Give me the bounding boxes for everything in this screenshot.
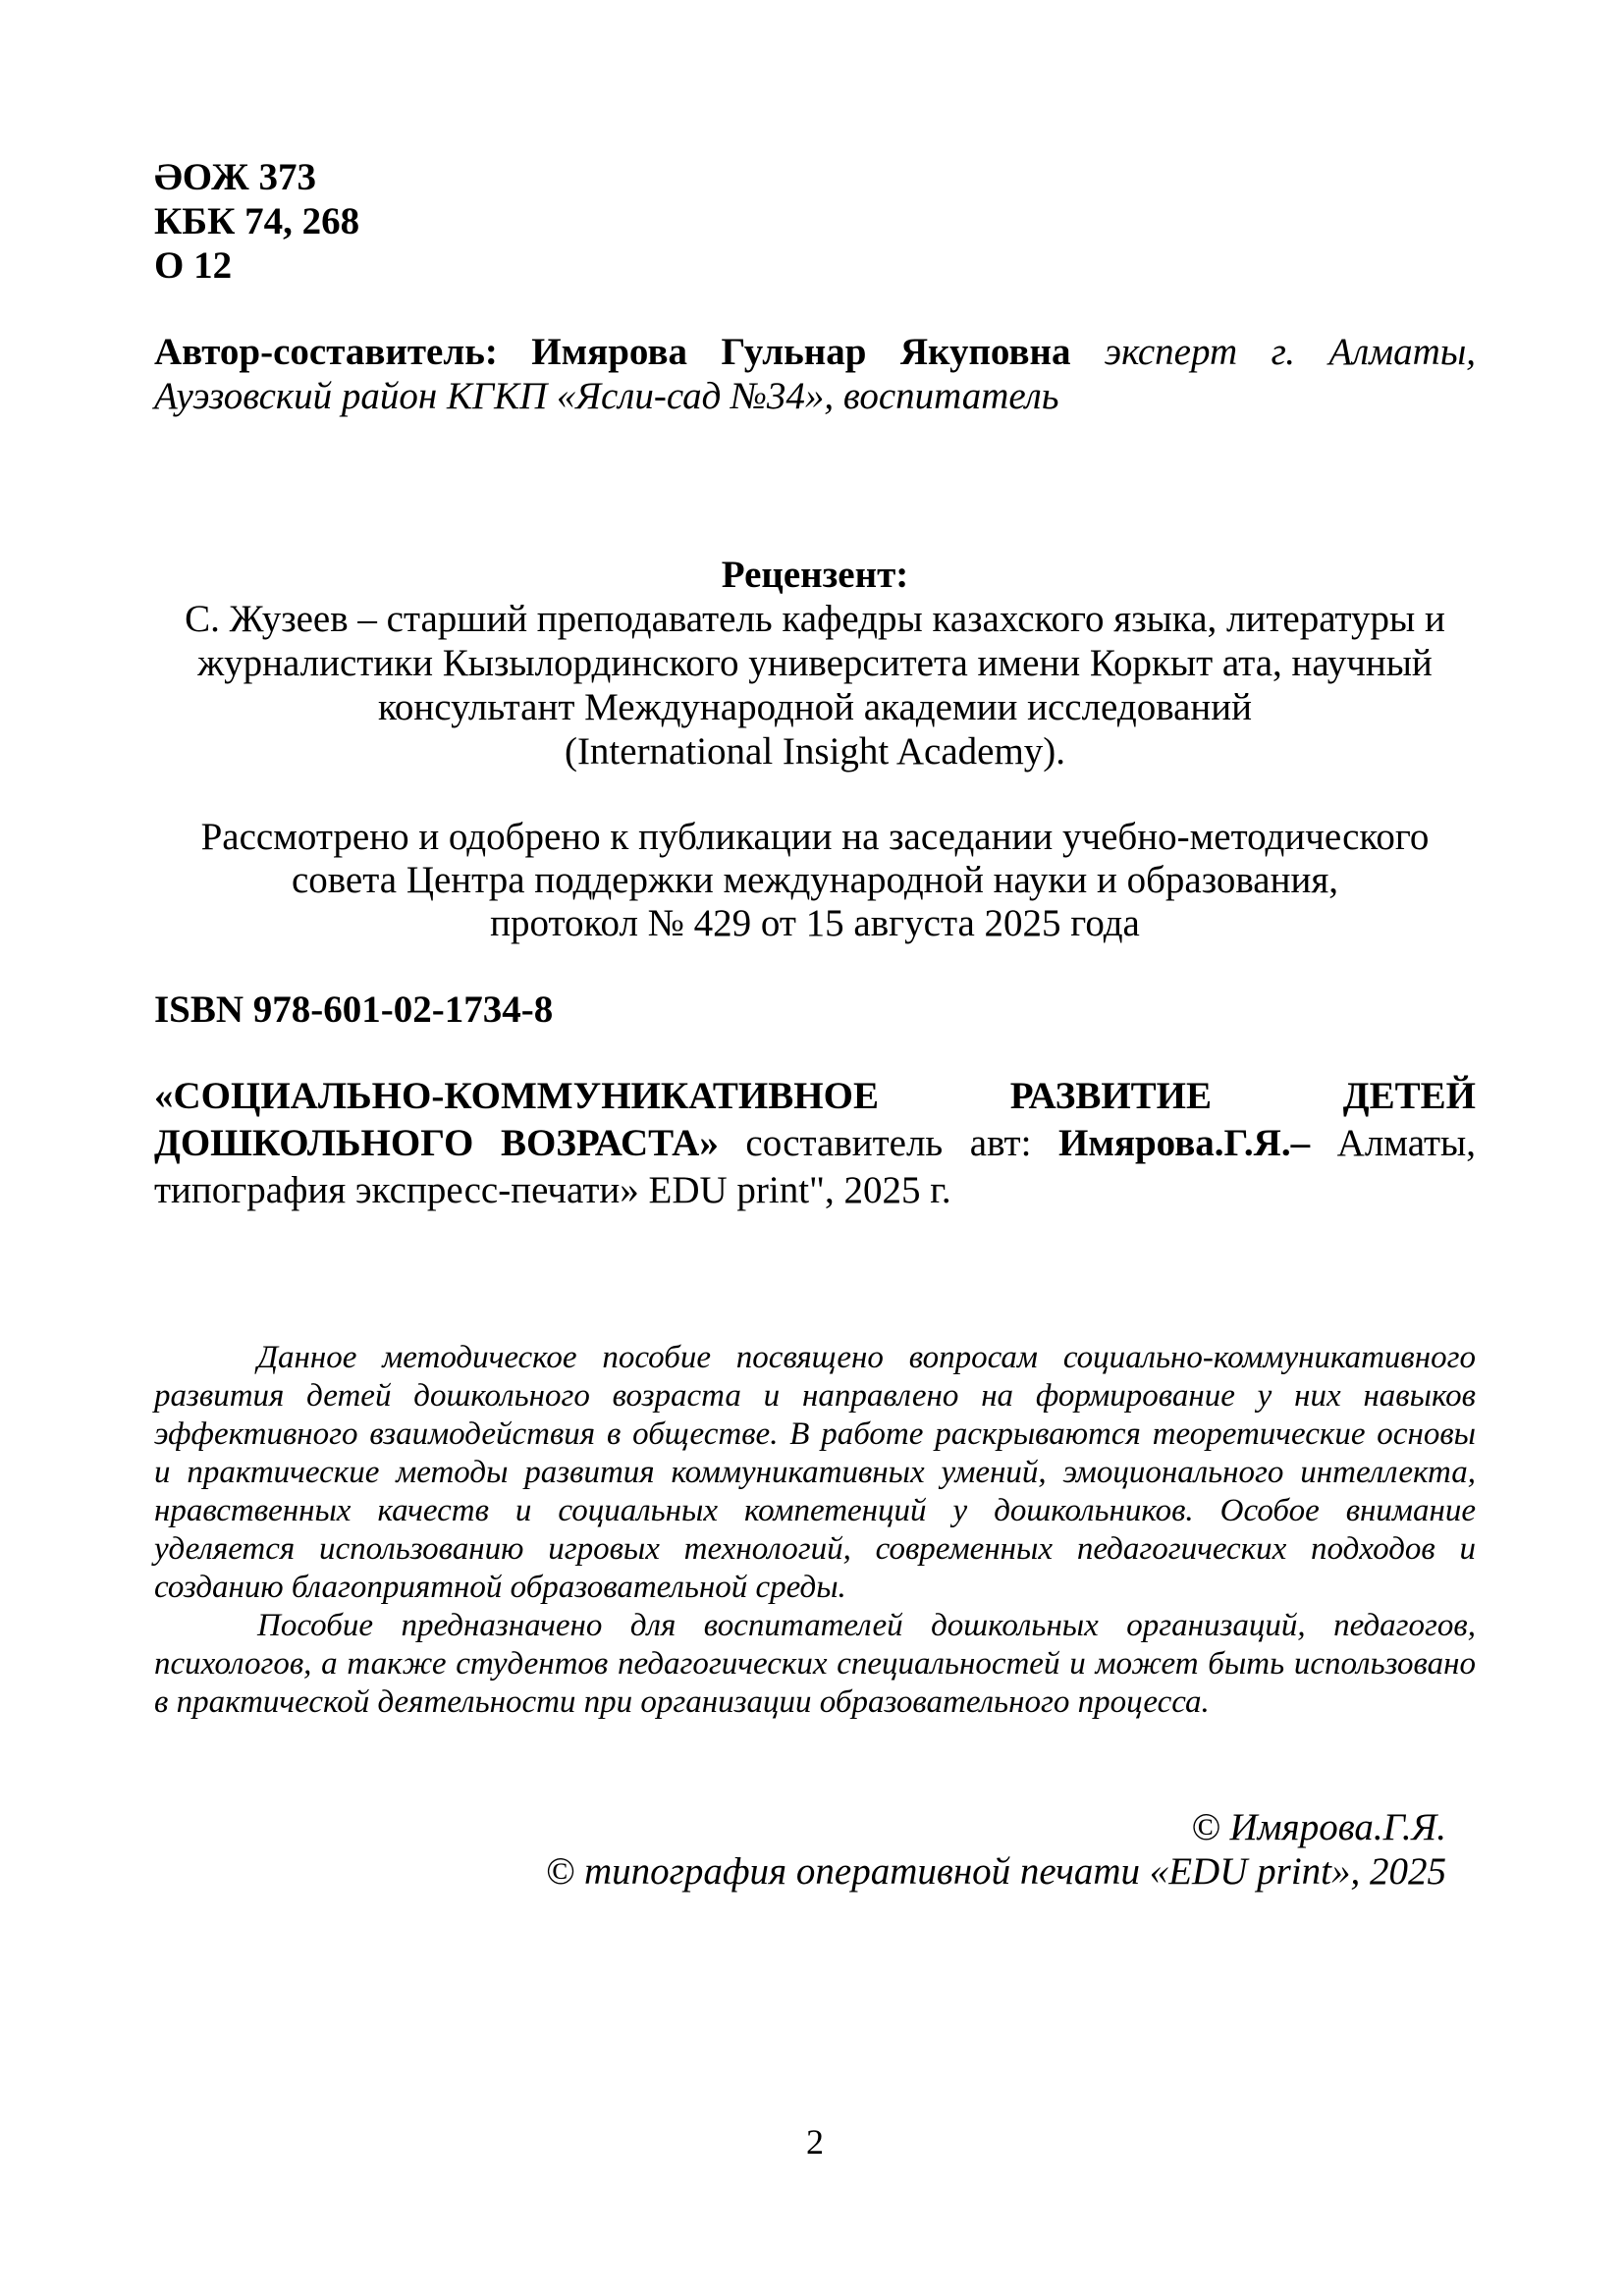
reviewer-line: С. Жузеев – старший преподаватель кафедры казахского языка, литературы и bbox=[185, 598, 1445, 640]
annotation-line: и практические методы развития коммуникативных умений, эмоционального интеллекта, bbox=[154, 1455, 1476, 1490]
classification-codes bbox=[154, 155, 1476, 288]
title-author-name: Имярова.Г.Я.– bbox=[1057, 1122, 1311, 1164]
author-sign-code: О 12 bbox=[154, 244, 233, 287]
annotation-line: созданию благоприятной образовательной среды. bbox=[154, 1570, 846, 1605]
print-house-line: типография экспресс-печати» EDU print", 2025 г. bbox=[154, 1169, 951, 1211]
book-title-line-1: «СОЦИАЛЬНО-КОММУНИКАТИВНОЕ РАЗВИТИЕ ДЕТЕЙ bbox=[154, 1075, 1476, 1117]
approval-line: протокол № 429 от 15 августа 2025 года bbox=[490, 902, 1140, 944]
page-number: 2 bbox=[806, 2122, 824, 2162]
author-line-1 bbox=[154, 330, 1476, 374]
annotation-line: развития детей дошкольного возраста и направлено на формирование у них навыков bbox=[154, 1378, 1476, 1414]
copyright-author: © Имярова.Г.Я. bbox=[1191, 1806, 1446, 1848]
annotation-line: Пособие предназначено для воспитателей дошкольных организаций, педагогов, bbox=[257, 1608, 1476, 1643]
bbk-code: КБК 74, 268 bbox=[154, 200, 360, 242]
isbn-text: ISBN 978-601-02-1734-8 bbox=[154, 988, 554, 1031]
annotation-line: нравственных качеств и социальных компетенций у дошкольников. Особое внимание bbox=[154, 1493, 1476, 1528]
annotation-block bbox=[154, 1339, 1476, 1722]
book-title-line-2 bbox=[154, 1120, 1476, 1167]
book-title-part: ДОШКОЛЬНОГО ВОЗРАСТА» bbox=[154, 1122, 719, 1164]
annotation-line: Данное методическое пособие посвящено вопросам социально-коммуникативного bbox=[257, 1340, 1476, 1375]
approval-line: совета Центра поддержки международной науки и образования, bbox=[291, 859, 1339, 901]
annotation-line: в практической деятельности при организации образовательного процесса. bbox=[154, 1684, 1210, 1720]
reviewer-line: журналистики Кызылординского университета имени Коркыт ата, научный bbox=[197, 642, 1433, 684]
copyright-printhouse: © типография оперативной печати «EDU print», 2025 bbox=[545, 1850, 1446, 1893]
annotation-line: психологов, а также студентов педагогических специальностей и может быть использовано bbox=[154, 1646, 1476, 1682]
reviewer-heading: Рецензент: bbox=[721, 554, 909, 596]
reviewer-line: (International Insight Academy). bbox=[564, 730, 1066, 773]
annotation-line: эффективного взаимодействия в обществе. В работе раскрываются теоретические основы bbox=[154, 1416, 1476, 1452]
title-compiler-label: составитель авт: bbox=[745, 1122, 1032, 1164]
approval-line: Рассмотрено и одобрено к публикации на заседании учебно-методического bbox=[200, 816, 1430, 858]
author-block bbox=[154, 330, 1476, 418]
title-block bbox=[154, 1073, 1476, 1214]
approval-block bbox=[154, 816, 1476, 945]
reviewer-line: консультант Международной академии исследований bbox=[377, 686, 1253, 728]
author-role: эксперт г. Алматы, bbox=[1104, 331, 1476, 373]
reviewer-block bbox=[154, 553, 1476, 774]
title-city: Алматы, bbox=[1336, 1122, 1476, 1164]
annotation-line: уделяется использованию игровых технологий, современных педагогических подходов и bbox=[154, 1531, 1476, 1567]
author-name: Автор-составитель: Имярова Гульнар Якуповна bbox=[154, 331, 1071, 373]
udc-code: ӘОЖ 373 bbox=[154, 156, 316, 198]
author-location: Ауэзовский район КГКП «Ясли-сад №34», воспитатель bbox=[154, 375, 1059, 417]
copyright-block bbox=[154, 1805, 1446, 1894]
